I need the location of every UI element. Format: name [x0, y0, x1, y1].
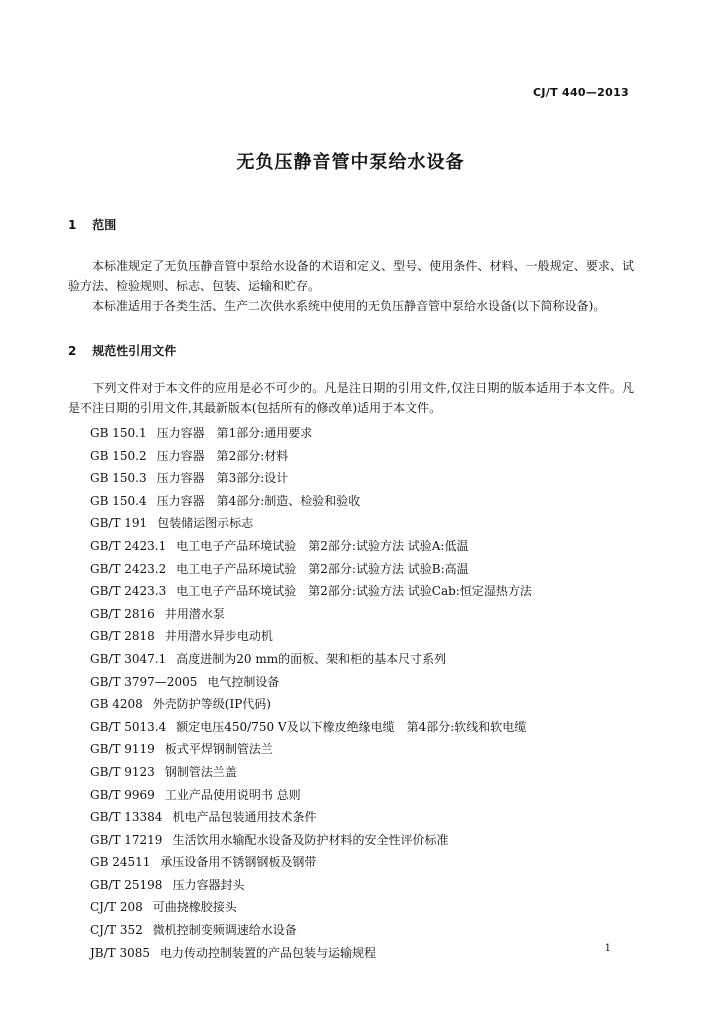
reference-code: GB/T 13384 [90, 810, 163, 825]
document-title: 无负压静音管中泵给水设备 [236, 152, 465, 173]
reference-code: GB/T 9123 [90, 764, 155, 779]
reference-code: GB 150.1 [90, 426, 147, 440]
reference-code: GB/T 2818 [90, 629, 155, 644]
reference-item [90, 422, 532, 445]
reference-item [90, 625, 532, 648]
reference-item [90, 896, 532, 919]
reference-title: 包装储运图示标志 [157, 516, 254, 531]
reference-item [90, 761, 532, 784]
references-intro [68, 378, 634, 418]
scope-paragraph-1-text: 本标准规定了无负压静音管中泵给水设备的术语和定义、型号、使用条件、材料、一般规定、要求、试验方法、检验规则、标志、包装、运输和贮存。 [68, 259, 634, 293]
reference-title: 井用潜水泵 [164, 606, 225, 621]
reference-title: 电力传动控制装置的产品包装与运输规程 [160, 945, 377, 960]
reference-item [90, 919, 532, 942]
reference-title: 电工电子产品环境试验 第2部分:试验方法 试验A:低温 [176, 538, 469, 553]
reference-code: GB 150.4 [90, 493, 147, 508]
reference-title: 钢制管法兰盖 [164, 764, 237, 779]
reference-title: 承压设备用不锈钢钢板及钢带 [160, 855, 317, 870]
reference-title: 生活饮用水输配水设备及防护材料的安全性评价标准 [172, 832, 449, 847]
reference-item [90, 851, 532, 874]
reference-title: 电工电子产品环境试验 第2部分:试验方法 试验Cab:恒定湿热方法 [176, 584, 532, 599]
reference-code: GB/T 2423.1 [90, 538, 167, 553]
reference-item [90, 580, 532, 603]
section-1-heading [68, 216, 116, 233]
reference-item [90, 716, 532, 739]
reference-title: 工业产品使用说明书 总则 [164, 787, 301, 802]
reference-item [90, 603, 532, 626]
reference-item [90, 671, 532, 694]
reference-code: JB/T 3085 [90, 945, 151, 960]
reference-title: 压力容器封头 [172, 877, 245, 892]
reference-code: CJ/T 208 [90, 900, 143, 915]
section-2-title: 规范性引用文件 [92, 344, 177, 358]
reference-title: 压力容器 第4部分:制造、检验和验收 [156, 493, 361, 508]
reference-code: GB/T 3797—2005 [90, 674, 198, 689]
reference-code: GB/T 2423.3 [90, 584, 167, 599]
reference-code: GB 150.2 [90, 448, 147, 463]
reference-code: GB/T 3047.1 [90, 651, 167, 666]
reference-title: 可曲挠橡胶接头 [152, 900, 237, 915]
reference-title: 压力容器 第1部分:通用要求 [156, 426, 313, 440]
reference-code: GB/T 9119 [90, 742, 155, 757]
reference-title: 压力容器 第2部分:材料 [156, 448, 289, 463]
reference-item [90, 693, 532, 716]
reference-item [90, 490, 532, 513]
reference-code: GB 24511 [90, 855, 151, 870]
reference-title: 高度进制为20 mm的面板、架和柜的基本尺寸系列 [176, 651, 447, 666]
reference-item [90, 806, 532, 829]
normative-references-list [90, 422, 532, 964]
reference-code: GB/T 25198 [90, 877, 163, 892]
section-1-number: 1 [68, 218, 77, 232]
reference-title: 机电产品包装通用技术条件 [172, 810, 317, 825]
reference-item [90, 648, 532, 671]
reference-code: GB/T 2423.2 [90, 561, 167, 576]
reference-title: 电工电子产品环境试验 第2部分:试验方法 试验B:高温 [176, 561, 469, 576]
reference-title: 压力容器 第3部分:设计 [156, 471, 289, 486]
reference-title: 板式平焊钢制管法兰 [164, 742, 273, 757]
reference-item [90, 445, 532, 468]
reference-code: CJ/T 352 [90, 923, 143, 938]
reference-code: GB/T 9969 [90, 787, 155, 802]
reference-code: GB/T 5013.4 [90, 719, 167, 734]
section-2-number: 2 [68, 344, 77, 358]
reference-item [90, 784, 532, 807]
scope-paragraph-2-text: 本标准适用于各类生活、生产二次供水系统中使用的无负压静音管中泵给水设备(以下简称设备)。 [92, 299, 606, 313]
reference-item [90, 738, 532, 761]
reference-item [90, 558, 532, 581]
reference-code: GB 4208 [90, 697, 143, 712]
reference-item [90, 467, 532, 490]
reference-item [90, 535, 532, 558]
reference-code: GB 150.3 [90, 471, 147, 486]
section-1-title: 范围 [92, 218, 117, 232]
reference-code: GB/T 191 [90, 516, 148, 531]
reference-title: 外壳防护等级(IP代码) [152, 697, 271, 712]
references-intro-text: 下列文件对于本文件的应用是必不可少的。凡是注日期的引用文件,仅注日期的版本适用于本文件。凡是不注日期的引用文件,其最新版本(包括所有的修改单)适用于本文件。 [68, 381, 634, 415]
reference-item [90, 942, 532, 965]
reference-item [90, 512, 532, 535]
scope-paragraph-2 [68, 296, 634, 316]
reference-title: 额定电压450/750 V及以下橡皮绝缘电缆 第4部分:软线和软电缆 [176, 719, 527, 734]
reference-title: 微机控制变频调速给水设备 [152, 923, 297, 938]
standard-code: CJ/T 440—2013 [533, 86, 629, 99]
section-2-heading [68, 342, 176, 359]
reference-title: 电气控制设备 [207, 674, 280, 689]
reference-item [90, 829, 532, 852]
reference-code: GB/T 2816 [90, 606, 155, 621]
scope-paragraph-1 [68, 256, 634, 296]
reference-title: 井用潜水异步电动机 [164, 629, 273, 644]
page-number: 1 [604, 943, 611, 954]
reference-code: GB/T 17219 [90, 832, 163, 847]
reference-item [90, 874, 532, 897]
